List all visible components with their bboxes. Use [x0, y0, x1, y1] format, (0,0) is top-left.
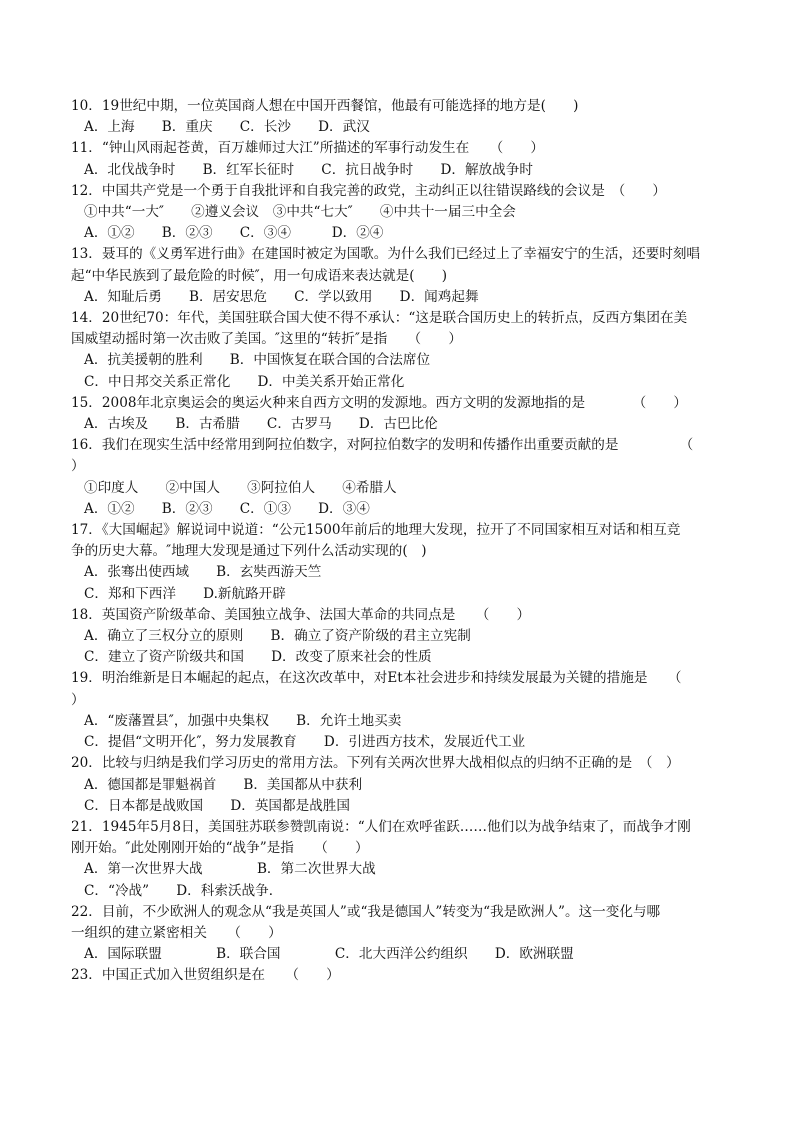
answer-options: A．第一次世界大战 B．第二次世界大战 — [84, 861, 376, 878]
answer-options: A．北伐战争时 B．红军长征时 C．抗日战争时 D．解放战争时 — [84, 161, 533, 178]
answer-options: A．古埃及 B．古希腊 C．古罗马 D．古巴比伦 — [84, 416, 438, 433]
question-text: 争的历史大幕。″地理大发现是通过下列什么活动实现的( ) — [71, 543, 427, 560]
answer-options: A．张骞出使西域 B．玄奘西游天竺 — [84, 564, 322, 581]
answer-options: C．建立了资产阶级共和国 D．改变了原来社会的性质 — [84, 649, 432, 666]
answer-options: A．德国都是罪魁祸首 B．美国都从中获利 — [84, 776, 363, 793]
question-text: 20．比较与归纳是我们学习历史的常用方法。下列有关两次世界大战相似点的归纳不正确的是 （ ） — [71, 755, 680, 772]
statement-list: ①印度人 ②中国人 ③阿拉伯人 ④希腊人 — [84, 479, 397, 496]
question-block — [71, 181, 734, 245]
question-block — [71, 605, 734, 669]
answer-options: C．中日邦交关系正常化 D．中美关系开始正常化 — [84, 373, 405, 390]
answer-options: A．上海 B．重庆 C．长沙 D．武汉 — [84, 119, 370, 136]
answer-options: C．郑和下西洋 D.新航路开辟 — [84, 585, 286, 602]
answer-options: C．提倡“文明开化″，努力发展教育 D．引进西方技术，发展近代工业 — [84, 734, 526, 751]
question-block — [71, 96, 734, 138]
answer-options: C．日本都是战败国 D．英国都是战胜国 — [84, 797, 350, 814]
question-block — [71, 244, 734, 308]
question-text: ） — [71, 691, 85, 708]
question-text: 23．中国正式加入世贸组织是在 （ ） — [71, 967, 340, 984]
question-text: ） — [71, 458, 85, 475]
answer-options: A．知耻后勇 B．居安思危 C．学以致用 D．闻鸡起舞 — [84, 288, 479, 305]
question-block — [71, 435, 734, 520]
question-block — [71, 668, 734, 753]
question-text: 22．目前，不少欧洲人的观念从“我是英国人”或“我是德国人”转变为“我是欧洲人”。这一变化与哪 — [71, 903, 661, 920]
question-block — [71, 902, 734, 966]
answer-options: C．“冷战” D．科索沃战争． — [84, 882, 283, 899]
question-block — [71, 138, 734, 180]
question-text: 11．“钟山风雨起苍黄，百万雄师过大江”所描述的军事行动发生在 （ ） — [71, 140, 544, 157]
answer-options: A．①② B．②③ C．①③ D．③④ — [84, 500, 370, 517]
question-text: 起“中华民族到了最危险的时候″，用一句成语来表达就是( ) — [71, 267, 448, 284]
question-block — [71, 308, 734, 393]
answer-options: A．①② B．②③ C．③④ D．②④ — [84, 225, 384, 242]
question-text: 15．2008年北京奥运会的奥运火种来自西方文明的发源地。西方文明的发源地指的是 （ ） — [71, 394, 688, 411]
question-text: 10．19世纪中期，一位英国商人想在中国开西餐馆，他最有可能选择的地方是( ) — [71, 98, 579, 114]
question-text: 刚开始。″此处刚刚开始的“战争”是指 （ ） — [71, 840, 369, 857]
question-text: 18．英国资产阶级革命、美国独立战争、法国大革命的共同点是 （ ） — [71, 606, 531, 623]
question-block — [71, 520, 734, 605]
question-block — [71, 965, 734, 986]
answer-options: A．“废藩置县″，加强中央集权 B．允许土地买卖 — [84, 712, 402, 729]
answer-options: A．确立了三权分立的原则 B．确立了资产阶级的君主立宪制 — [84, 628, 471, 645]
question-block — [71, 753, 734, 817]
question-block — [71, 817, 734, 902]
answer-options: A．国际联盟 B．联合国 C．北大西洋公约组织 D．欧洲联盟 — [84, 946, 574, 963]
question-text: 13．聂耳的《义勇军进行曲》在建国时被定为国歌。为什么我们已经过上了幸福安宁的生活，还要时刻唱 — [71, 246, 701, 263]
question-text: 国威望动摇时第一次击败了美国。″这里的“转折″是指 （ ） — [71, 331, 462, 348]
question-text: 一组织的建立紧密相关 （ ） — [71, 924, 282, 941]
question-text: 12．中国共产党是一个勇于自我批评和自我完善的政党，主动纠正以往错误路线的会议是 （ ） — [71, 182, 667, 199]
question-text: 21．1945年5月8日，美国驻苏联参赞凯南说：“人们在欢呼雀跃……他们以为战争结束了，而战争才刚 — [71, 818, 691, 835]
question-text: 16．我们在现实生活中经常用到阿拉伯数字，对阿拉伯数字的发明和传播作出重要贡献的是 （ — [71, 437, 694, 454]
answer-options: A．抗美援朝的胜利 B．中国恢复在联合国的合法席位 — [84, 352, 431, 369]
question-text: 19．明治维新是日本崛起的起点，在这次改革中，对Et本社会进步和持续发展最为关键的措施是 （ — [71, 670, 682, 687]
question-block — [71, 393, 734, 435]
statement-list: ①中共“一大″ ②遵义会议 ③中共“七大″ ④中共十一届三中全会 — [84, 204, 516, 221]
question-text: 14．20世纪70：年代，美国驻联合国大使不得不承认：“这是联合国历史上的转折点，反西方集团在美 — [71, 310, 688, 327]
question-text: 17．《大国崛起》解说词中说道：“公元1500年前后的地理大发现，拉开了不同国家相互对话和相互竞 — [71, 522, 681, 539]
